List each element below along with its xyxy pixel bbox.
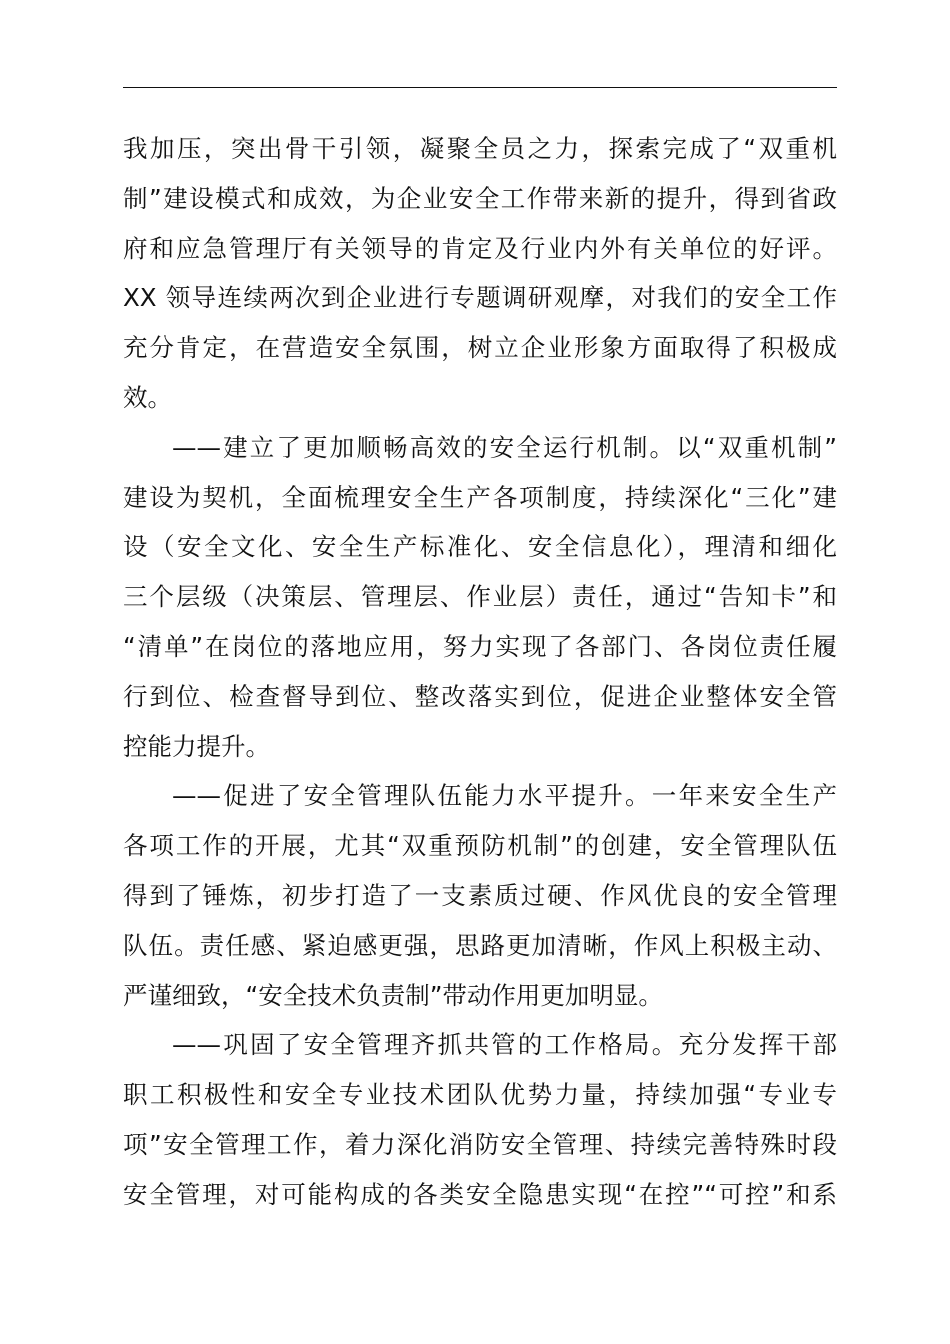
text-line: 得到了锤炼，初步打造了一支素质过硬、作风优良的安全管理 [123, 880, 837, 910]
text-line: 项”安全管理工作，着力深化消防安全管理、持续完善特殊时段 [123, 1129, 837, 1159]
text-line: XX 领导连续两次到企业进行专题调研观摩，对我们的安全工作 [123, 283, 837, 313]
text-line: 我加压，突出骨干引领，凝聚全员之力，探索完成了“双重机 [123, 134, 837, 163]
text-line-indented [123, 423, 837, 473]
text-line: 行到位、检查督导到位、整改落实到位，促进企业整体安全管 [123, 681, 837, 711]
paragraph-pattern [123, 1020, 837, 1219]
paragraph-team [123, 771, 837, 1020]
text-line: 队伍。责任感、紧迫感更强，思路更加清晰，作风上积极主动、 [123, 930, 837, 960]
text-line-content: ——建立了更加顺畅高效的安全运行机制。以“双重机制” [172, 432, 837, 462]
text-line: 设（安全文化、安全生产标准化、安全信息化），理清和细化 [123, 532, 837, 562]
paragraph-mechanism [123, 423, 837, 772]
text-line: 建设为契机，全面梳理安全生产各项制度，持续深化“三化”建 [123, 482, 837, 512]
text-line: 职工积极性和安全专业技术团队优势力量，持续加强“专业专 [123, 1080, 837, 1110]
text-line-indented [123, 1020, 837, 1070]
paragraph-continuation [123, 124, 837, 423]
text-line-content: ——巩固了安全管理齐抓共管的工作格局。充分发挥干部 [172, 1030, 837, 1060]
text-line: 安全管理，对可能构成的各类安全隐患实现“在控”“可控”和系 [123, 1179, 837, 1209]
text-line: 充分肯定，在营造安全氛围，树立企业形象方面取得了积极成 [123, 333, 837, 363]
text-line: “清单”在岗位的落地应用，努力实现了各部门、各岗位责任履 [123, 631, 837, 661]
text-line: 效。 [123, 382, 172, 412]
text-line: 府和应急管理厅有关领导的肯定及行业内外有关单位的好评。 [123, 233, 837, 263]
text-line: 严谨细致，“安全技术负责制”带动作用更加明显。 [123, 980, 663, 1010]
text-line: 三个层级（决策层、管理层、作业层）责任，通过“告知卡”和 [123, 582, 837, 612]
text-line-content: ——促进了安全管理队伍能力水平提升。一年来安全生产 [172, 781, 837, 811]
text-line: 控能力提升。 [123, 731, 270, 761]
text-line: 制”建设模式和成效，为企业安全工作带来新的提升，得到省政 [123, 183, 837, 213]
header-rule [123, 87, 837, 88]
document-body [123, 124, 837, 1220]
text-line: 各项工作的开展，尤其“双重预防机制”的创建，安全管理队伍 [123, 831, 837, 861]
text-line-indented [123, 771, 837, 821]
